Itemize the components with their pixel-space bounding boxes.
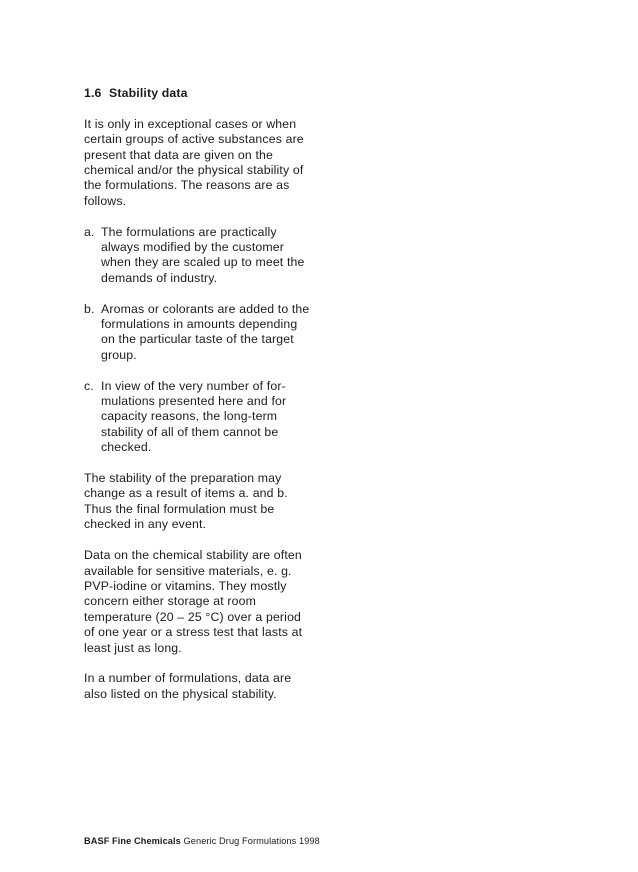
reason-item-a [84,225,314,287]
footer-title: Generic Drug Formulations 1998 [183,836,320,846]
section-heading [84,86,314,101]
reason-marker: c. [84,378,94,393]
reason-marker: a. [84,224,95,239]
section-title: Stability data [109,86,188,100]
paragraph-final-formulation: The stability of the preparation may change as a result of items a. and b. Thus the final formulation must be checked in any event. [84,471,288,532]
reason-item-c [84,379,314,456]
paragraph-chemical-stability: Data on the chemical stability are often available for sensitive materials, e. g. PVP-iodine or vitamins. They mostly concern either storage at room temperature (20 – 25 °C) over a period of one year or a stress test that lasts at least just as long. [84,548,303,655]
footer-brand: BASF Fine Chemicals [84,836,181,846]
reason-text: In view of the very number of formulations presented here and for capacity reasons, the long-term stability of all of them cannot be checked. [101,378,287,455]
page-content [84,86,314,718]
paragraph-physical-stability: In a number of formulations, data are also listed on the physical stability. [84,671,292,701]
reason-text: The formulations are practically always modified by the customer when they are scaled up to meet the demands of industry. [101,224,305,285]
section-number: 1.6 [84,86,102,100]
reason-text: Aromas or colorants are added to the formulations in amounts depending on the particular taste of the target group. [101,301,310,362]
intro-paragraph: It is only in exceptional cases or when certain groups of active substances are present that data are given on the chemical and/or the physical stability of the formulations. The reasons are as follows. [84,116,304,208]
reason-marker: b. [84,301,95,316]
reason-item-b [84,302,314,364]
page-footer [84,836,320,847]
